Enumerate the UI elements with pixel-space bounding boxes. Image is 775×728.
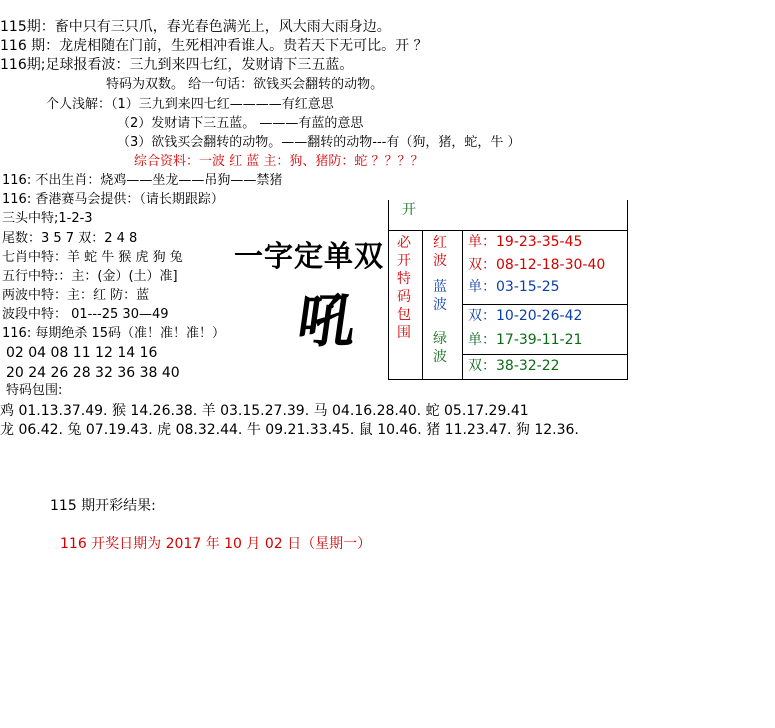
tail-numbers: 尾数：3 5 7 双：2 4 8 [2,231,138,246]
green-wave-label: 绿波 [433,331,447,365]
five-elements: 五行中特:：主：(金）(土）准] [2,269,178,284]
row-value: 03-15-25 [496,279,560,295]
row-value: 08-12-18-30-40 [496,257,606,273]
seven-zodiac: 七肖中特：羊 蛇 牛 猴 虎 狗 兔 [2,250,183,265]
two-colors: 两波中特：主：红 防：蓝 [2,288,150,303]
range-line: 波段中特： 01---25 30—49 [2,307,169,322]
row-value: 17-39-11-21 [496,332,583,348]
table-row [468,357,560,375]
table-row [468,233,582,251]
row-label: 单： [468,332,496,348]
table-row [468,278,560,296]
table-left-column: 必开特码包围 [397,235,411,341]
line-116-a: 116 期：龙虎相随在门前，生死相冲看谁人。贵若天下无可比。开 ？ [0,38,428,54]
baowei-label: 特码包围: [6,383,63,398]
result-title: 115 期开彩结果: [50,498,156,514]
row-value: 38-32-22 [496,358,560,374]
personal-explain-1: 个人浅解：（1）三九到来四七红————有红意思 [46,97,334,112]
zodiac-row-1: 鸡 01.13.37.49. 猴 14.26.38. 羊 03.15.27.39. 马 04.16.28.40. 蛇 05.17.29.41 [0,403,529,419]
row-label: 双： [468,358,496,374]
not-out-zodiac: 116: 不出生肖：烧鸡——坐龙——吊狗——禁猪 [2,173,283,188]
line-116-b: 116期;足球报看波：三九到来四七红，发财请下三五蓝。 [0,57,354,73]
row-label: 双： [468,308,496,324]
brush-character: 吼 [293,287,361,355]
row-value: 19-23-35-45 [496,234,583,250]
table-kai: 开 [402,202,416,218]
summary-line: 综合资料：一波 红 蓝 主：狗、猪防：蛇 ？？？？ [134,154,424,169]
row-value: 10-20-26-42 [496,308,583,324]
row-label: 单： [468,234,496,250]
zodiac-row-2: 龙 06.42. 兔 07.19.43. 虎 08.32.44. 牛 09.21.33.45. 鼠 10.46. 猪 11.23.47. 狗 12.36. [0,422,579,438]
big-slogan: 一字定单双 [234,239,385,273]
tema-hint: 特码为双数。 给一句话：欲钱买会翻转的动物。 [106,77,384,92]
table-row [468,307,582,325]
line-115: 115期：畜中只有三只爪，春光春色满光上，风大雨大雨身边。 [0,19,391,35]
personal-explain-2: （2）发财请下三五蓝。 ———有蓝的意思 [117,116,364,131]
personal-explain-3: （3）欲钱买会翻转的动物。——翻转的动物---有（狗，猪，蛇，牛 ） [117,135,521,150]
prediction-table [388,200,628,380]
hk-jockey-line: 116: 香港赛马会提供：（请长期跟踪） [2,192,224,207]
blue-wave-label: 蓝波 [433,279,447,313]
red-wave-label: 红波 [433,235,447,269]
kill-15-line: 116: 每期绝杀 15码（准！准！准！） [2,326,225,341]
row-label: 双： [468,257,496,273]
numbers-row-2: 20 24 26 28 32 36 38 40 [6,365,180,381]
row-label: 单： [468,279,496,295]
three-head: 三头中特;1-2-3 [2,211,93,226]
draw-date: 116 开奖日期为 2017 年 10 月 02 日（星期一） [60,536,372,552]
table-row [468,256,605,274]
numbers-row-1: 02 04 08 11 12 14 16 [6,345,158,361]
table-row [468,331,582,349]
